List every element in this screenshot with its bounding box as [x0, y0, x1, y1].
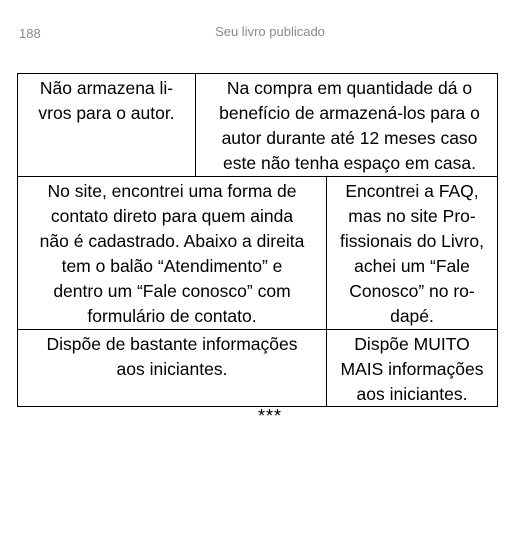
table-row — [18, 74, 497, 177]
table-cell-left: No site, encontrei uma forma de contato direto para quem ainda não é cadastrado. Abaixo a direita tem o balão “Atendimento” e dentro um “Fale conosco” com formulário de contato. — [18, 177, 327, 329]
table-row — [18, 177, 497, 330]
page-number: 188 — [19, 26, 41, 41]
table-cell-left: Dispõe de bastante informações aos iniciantes. — [18, 330, 327, 406]
table-cell-right: Dispõe MUITO MAIS informações aos iniciantes. — [340, 334, 484, 404]
table-cell-right: Na compra em quantidade dá o benefício de armazená-los para o autor durante até 12 meses caso este não tenha espaço em casa. — [219, 78, 480, 173]
table-row — [18, 330, 497, 406]
table-cell-right: Encontrei a FAQ, mas no site Pro- fissionais do Livro, achei um “Fale Conosco” no ro- dapé. — [340, 181, 484, 326]
table-cell-left: Não armazena li- vros para o autor. — [18, 74, 196, 176]
comparison-table — [17, 73, 498, 407]
section-separator: *** — [257, 406, 282, 426]
running-header-title: Seu livro publicado — [215, 24, 325, 39]
